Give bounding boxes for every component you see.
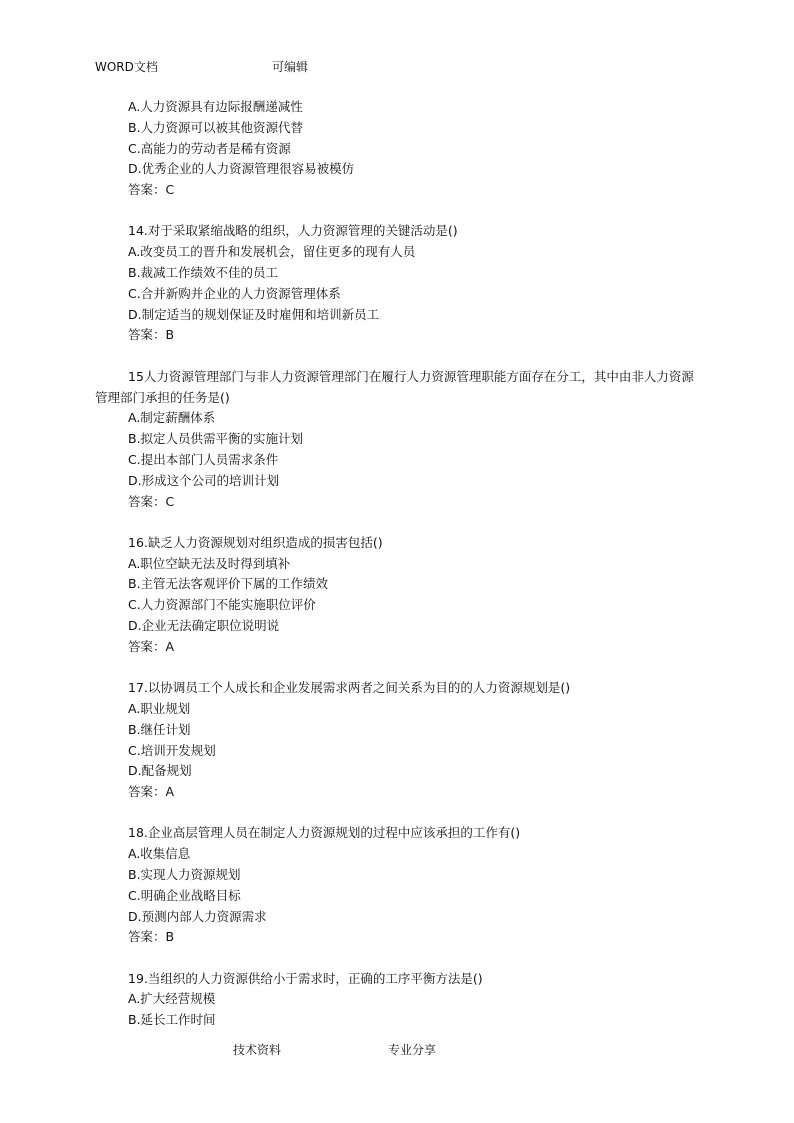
question-stem: 15人力资源管理部门与非人力资源管理部门在履行人力资源管理职能方面存在分工，其中由非人力资源管理部门承担的任务是() bbox=[95, 368, 694, 405]
option-c: C.高能力的劳动者是稀有资源 bbox=[128, 140, 291, 156]
option-d: D.配备规划 bbox=[128, 763, 192, 779]
option-d: D.形成这个公司的培训计划 bbox=[128, 472, 280, 488]
question-15 bbox=[95, 367, 715, 513]
answer: 答案：A bbox=[128, 638, 175, 654]
header-doc-type: WORD文档 bbox=[95, 60, 158, 74]
option-c: C.合并新购并企业的人力资源管理体系 bbox=[128, 285, 341, 301]
option-c: C.明确企业战略目标 bbox=[128, 887, 241, 903]
answer: 答案：B bbox=[128, 929, 175, 945]
question-stem: 19.当组织的人力资源供给小于需求时，正确的工序平衡方法是() bbox=[128, 970, 483, 986]
question-19 bbox=[95, 969, 715, 1031]
answer: 答案：C bbox=[128, 182, 175, 198]
question-13-continued bbox=[95, 97, 715, 201]
question-16 bbox=[95, 533, 715, 658]
page-header bbox=[95, 59, 715, 77]
footer-share-note: 专业分享 bbox=[388, 1043, 437, 1057]
answer: 答案：B bbox=[128, 327, 175, 343]
footer-tech-material: 技术资料 bbox=[233, 1043, 282, 1057]
option-b: B.裁减工作绩效不佳的员工 bbox=[128, 265, 279, 281]
header-editable-note: 可编辑 bbox=[272, 60, 309, 74]
answer: 答案：A bbox=[128, 784, 175, 800]
option-a: A.人力资源具有边际报酬递减性 bbox=[128, 99, 303, 114]
option-b: B.主管无法客观评价下属的工作绩效 bbox=[128, 576, 329, 592]
option-b: B.继任计划 bbox=[128, 721, 191, 737]
option-d: D.预测内部人力资源需求 bbox=[128, 908, 267, 924]
option-c: C.培训开发规划 bbox=[128, 742, 216, 758]
option-b: B.实现人力资源规划 bbox=[128, 867, 241, 882]
question-17 bbox=[95, 678, 715, 803]
option-a: A.改变员工的晋升和发展机会，留住更多的现有人员 bbox=[128, 244, 416, 260]
question-stem: 18.企业高层管理人员在制定人力资源规划的过程中应该承担的工作有() bbox=[128, 825, 521, 841]
option-a: A.扩大经营规模 bbox=[128, 991, 216, 1007]
option-c: C.提出本部门人员需求条件 bbox=[128, 451, 279, 467]
option-c: C.人力资源部门不能实施职位评价 bbox=[128, 597, 316, 613]
question-stem: 17.以协调员工个人成长和企业发展需求两者之间关系为目的的人力资源规划是() bbox=[128, 680, 571, 696]
option-d: D.企业无法确定职位说明说 bbox=[128, 618, 280, 634]
option-d: D.优秀企业的人力资源管理很容易被模仿 bbox=[128, 161, 355, 177]
question-14 bbox=[95, 221, 715, 346]
option-a: A.职位空缺无法及时得到填补 bbox=[128, 555, 291, 571]
option-b: B.人力资源可以被其他资源代替 bbox=[128, 119, 304, 135]
question-18 bbox=[95, 823, 715, 948]
question-stem: 16.缺乏人力资源规划对组织造成的损害包括() bbox=[128, 534, 383, 550]
option-a: A.职业规划 bbox=[128, 700, 191, 716]
option-a: A.制定薪酬体系 bbox=[128, 410, 216, 426]
option-a: A.收集信息 bbox=[128, 846, 191, 862]
option-b: B.延长工作时间 bbox=[128, 1012, 216, 1028]
option-b: B.拟定人员供需平衡的实施计划 bbox=[128, 431, 304, 447]
document-body bbox=[95, 97, 715, 1052]
option-d: D.制定适当的规划保证及时雇佣和培训新员工 bbox=[128, 306, 380, 322]
page-footer bbox=[233, 1042, 533, 1060]
question-stem: 14.对于采取紧缩战略的组织，人力资源管理的关键活动是() bbox=[128, 223, 458, 239]
answer: 答案：C bbox=[128, 493, 175, 509]
